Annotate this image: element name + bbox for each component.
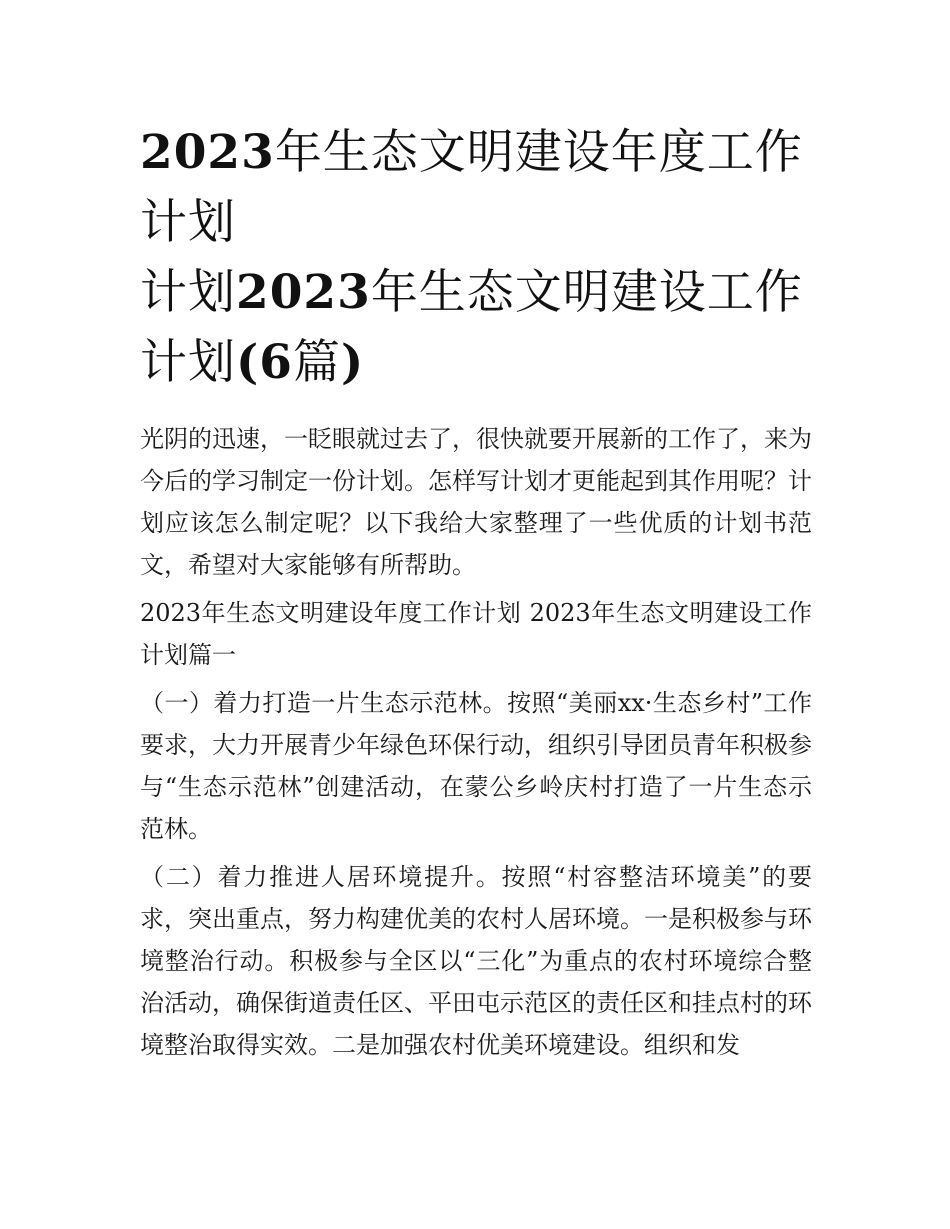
title-text-2-prefix: 计划	[140, 265, 236, 320]
title-text-1: 年生态文明建设年度工作计划	[140, 125, 803, 250]
section-heading: 2023年生态文明建设年度工作计划 2023年生态文明建设工作计划篇一	[140, 599, 812, 669]
item-paragraph-1: （一）着力打造一片生态示范林。按照“美丽xx·生态乡村”工作要求，大力开展青少年绿色环保行动，组织引导团员青年积极参与“生态示范林”创建活动，在蒙公乡岭庆村打造了一片生态示范林。	[140, 689, 812, 843]
title-year-1: 2023	[140, 125, 275, 180]
title-count-unit: 篇	[292, 335, 341, 390]
intro-paragraph: 光阴的迅速，一眨眼就过去了，很快就要开展新的工作了，来为今后的学习制定一份计划。怎样写计划才更能起到其作用呢？计划应该怎么制定呢？以下我给大家整理了一些优质的计划书范文，希望对大家能够有所帮助。	[140, 425, 812, 579]
title-text-2: 年生态文明建设工作计划	[140, 265, 803, 390]
title-count-close: )	[340, 335, 365, 390]
title-year-2: 2023	[236, 265, 371, 320]
title-count-open: (6	[236, 335, 293, 390]
document-body	[140, 118, 812, 1066]
document-title	[140, 118, 812, 398]
item-paragraph-2: （二）着力推进人居环境提升。按照“村容整洁环境美”的要求，突出重点，努力构建优美的农村人居环境。一是积极参与环境整治行动。积极参与全区以“三化”为重点的农村环境综合整治活动，确保街道责任区、平田屯示范区的责任区和挂点村的环境整治取得实效。二是加强农村优美环境建设。组织和发	[140, 863, 812, 1059]
